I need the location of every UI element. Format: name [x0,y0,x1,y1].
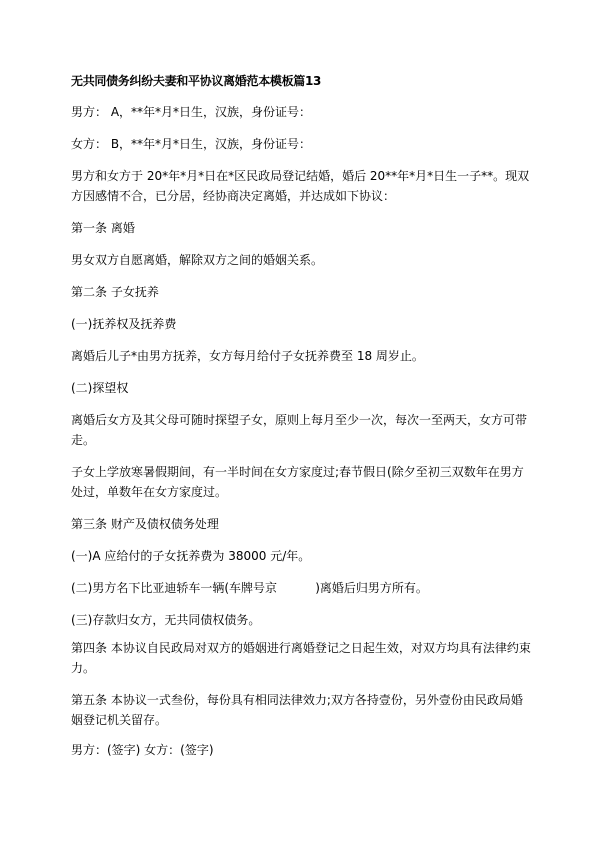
paragraph-female-party: 女方： B，**年*月*日生，汉族，身份证号： [71,137,312,151]
holiday-arrangement: 子女上学放寒暑假期间，有一半时间在女方家度过;春节假日(除夕至初三双数年在男方处过，单数年在女方家度过。 [71,465,524,499]
visitation-subheading: (二)探望权 [71,381,129,395]
signature-line: 男方：(签字) 女方：(签字) [71,743,214,757]
custody-body: 离婚后儿子*由男方抚养，女方每月给付子女抚养费至 18 周岁止。 [71,349,424,363]
article-1-heading: 第一条 离婚 [71,221,135,235]
article-3-heading: 第三条 财产及债权债务处理 [71,517,219,531]
paragraph-male-party: 男方： A，**年*月*日生，汉族，身份证号： [71,105,312,119]
paragraph-marriage-background: 男方和女方于 20*年*月*日在*区民政局登记结婚，婚后 20**年*月*日生一子**。现双方因感情不合，已分居，经协商决定离婚，并达成如下协议： [71,169,530,203]
article-4: 第四条 本协议自民政局对双方的婚姻进行离婚登记之日起生效，对双方均具有法律约束力。 [71,641,531,675]
visitation-body: 离婚后女方及其父母可随时探望子女，原则上每月至少一次，每次一至两天，女方可带走。 [71,413,528,447]
property-item-1: (一)A 应给付的子女抚养费为 38000 元/年。 [71,549,311,563]
article-1-body: 男女双方自愿离婚，解除双方之间的婚姻关系。 [71,253,324,267]
article-2-heading: 第二条 子女抚养 [71,285,159,299]
custody-subheading: (一)抚养权及抚养费 [71,317,177,331]
document-title: 无共同债务纠纷夫妻和平协议离婚范本模板篇13 [71,74,322,88]
property-item-3: (三)存款归女方，无共同债权债务。 [71,613,261,627]
article-5: 第五条 本协议一式叁份，每份具有相同法律效力;双方各持壹份，另外壹份由民政局婚姻登记机关留存。 [71,693,523,727]
property-item-2: (二)男方名下比亚迪轿车一辆(车牌号京 )离婚后归男方所有。 [71,581,428,595]
